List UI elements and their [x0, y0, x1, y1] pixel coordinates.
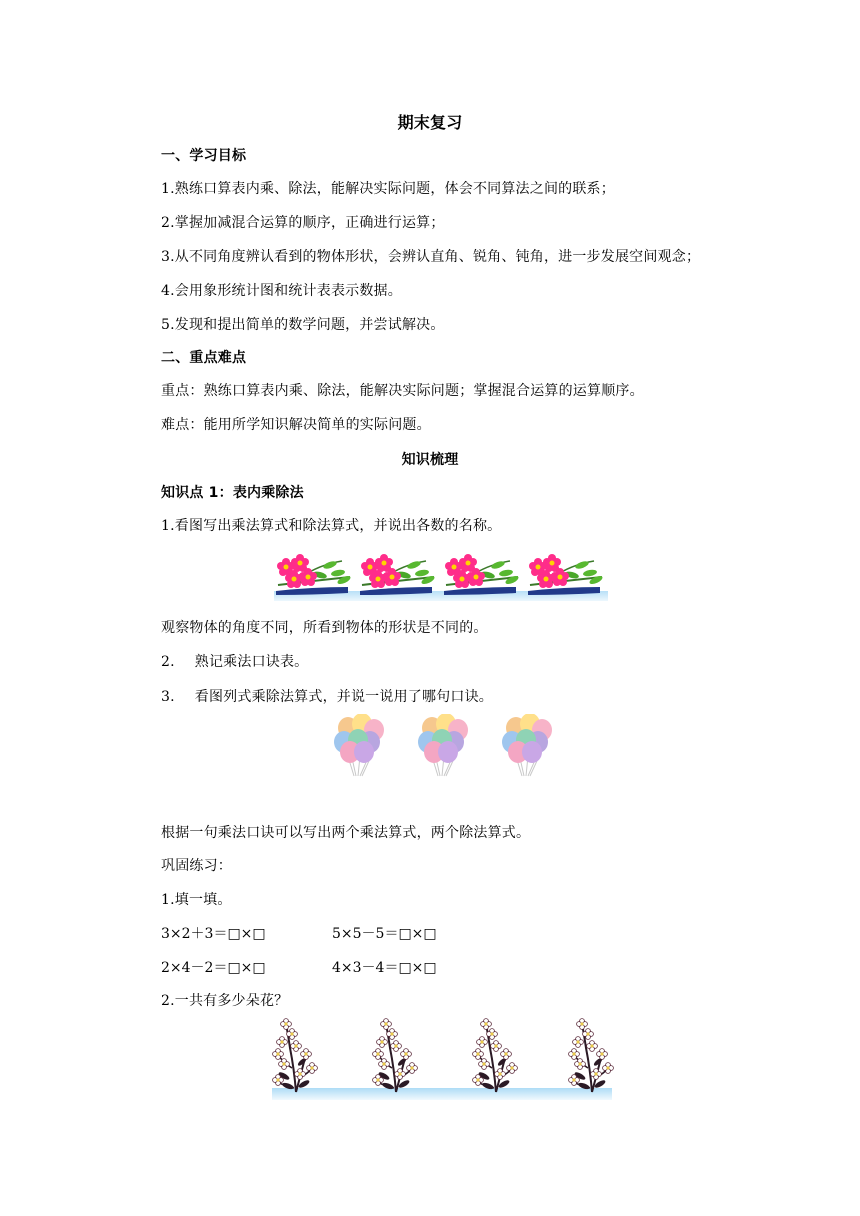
balloon-bunches-image	[330, 714, 566, 780]
knowledge-point-1: 知识点 1：表内乘除法	[161, 485, 304, 501]
equation-4: 4×3－4＝□×□	[332, 960, 437, 976]
flower-groups-image	[272, 547, 610, 603]
objective-3: 3.从不同角度辨认看到的物体形状，会辨认直角、锐角、钝角，进一步发展空间观念；	[161, 249, 701, 265]
objective-1: 1.熟练口算表内乘、除法，能解决实际问题，体会不同算法之间的联系；	[161, 181, 615, 197]
practice-heading: 巩固练习：	[161, 858, 232, 874]
question-2-number: 2.	[161, 654, 175, 670]
section2-heading: 二、重点难点	[161, 350, 247, 366]
objective-2: 2.掌握加减混合运算的顺序，正确进行运算；	[161, 215, 445, 231]
equation-3: 2×4－2＝□×□	[161, 960, 266, 976]
question-2	[161, 653, 308, 671]
question-3	[161, 688, 493, 706]
section1-heading: 一、学习目标	[161, 148, 247, 164]
rule-note: 根据一句乘法口诀可以写出两个乘法算式，两个除法算式。	[161, 825, 531, 841]
practice-question-1: 1.填一填。	[161, 892, 232, 908]
question-3-text: 看图列式乘除法算式，并说一说用了哪句口诀。	[194, 689, 493, 705]
question-3-number: 3.	[161, 689, 175, 705]
flower-trees-image	[266, 1018, 616, 1102]
key-points: 重点：熟练口算表内乘、除法，能解决实际问题；掌握混合运算的运算顺序。	[161, 383, 644, 399]
question-1: 1.看图写出乘法算式和除法算式，并说出各数的名称。	[161, 518, 502, 534]
page-title: 期末复习	[397, 113, 463, 132]
objective-5: 5.发现和提出简单的数学问题，并尝试解决。	[161, 317, 445, 333]
knowledge-heading: 知识梳理	[401, 452, 459, 468]
equation-1: 3×2＋3＝□×□	[161, 926, 266, 942]
difficult-points: 难点：能用所学知识解决简单的实际问题。	[161, 417, 431, 433]
equation-2: 5×5－5＝□×□	[332, 926, 437, 942]
question-2-text: 熟记乘法口诀表。	[194, 654, 309, 670]
objective-4: 4.会用象形统计图和统计表表示数据。	[161, 283, 402, 299]
practice-question-2: 2.一共有多少朵花？	[161, 993, 289, 1009]
observe-note: 观察物体的角度不同，所看到物体的形状是不同的。	[161, 620, 488, 636]
